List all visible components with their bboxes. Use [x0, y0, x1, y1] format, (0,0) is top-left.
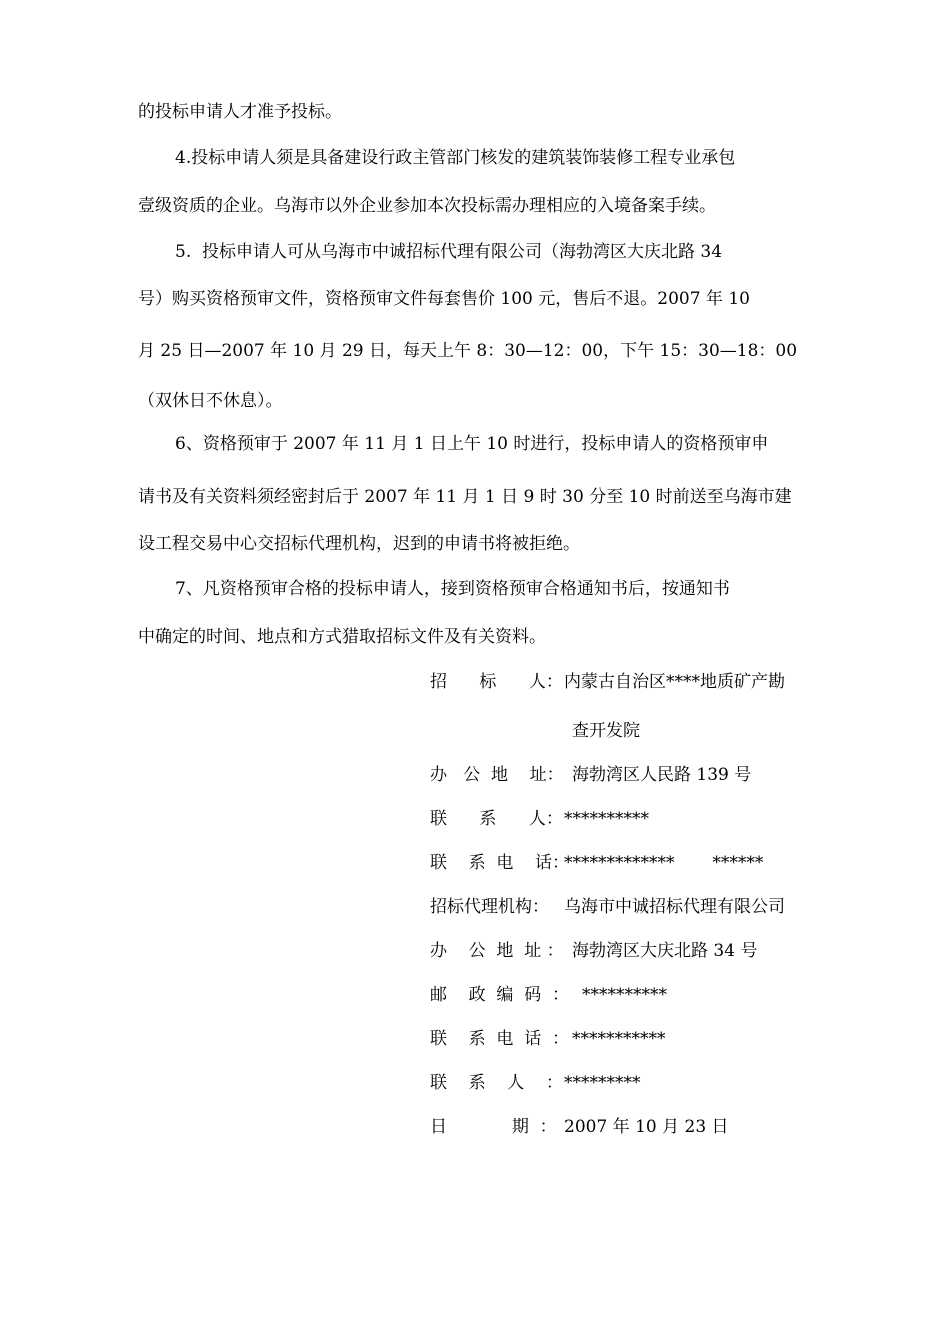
paragraph-6-line-3: 设工程交易中心交招标代理机构，迟到的申请书将被拒绝。	[138, 534, 580, 554]
date-label: 日 期 ：	[430, 1117, 557, 1137]
agency-contact-label: 联 系 人 ：	[430, 1073, 563, 1093]
contact-phone-value: ************* ******	[564, 853, 764, 873]
tenderer-label: 招 标 人：	[430, 672, 563, 692]
paragraph-5-line-2: 号）购买资格预审文件，资格预审文件每套售价 100 元，售后不退。2007 年 10	[138, 289, 750, 309]
agency-phone-value: ***********	[572, 1029, 666, 1049]
paragraph-4-line-2: 壹级资质的企业。乌海市以外企业参加本次投标需办理相应的入境备案手续。	[138, 196, 716, 216]
paragraph-6-line-1: 6、资格预审于 2007 年 11 月 1 日上午 10 时进行，投标申请人的资格预审申	[175, 434, 769, 454]
office-address-value: 海勃湾区人民路 139 号	[572, 765, 752, 785]
paragraph-5-line-3: 月 25 日—2007 年 10 月 29 日，每天上午 8：30—12：00，下午 15：30—18：00	[138, 341, 798, 361]
date-value: 2007 年 10 月 23 日	[564, 1117, 729, 1137]
contact-phone-label: 联 系 电 话：	[430, 853, 570, 873]
contact-person-label: 联 系 人：	[430, 809, 563, 829]
paragraph-7-line-2: 中确定的时间、地点和方式猎取招标文件及有关资料。	[138, 627, 546, 647]
office-address-label: 办 公 地 址：	[430, 765, 564, 785]
agency-office-value: 海勃湾区大庆北路 34 号	[572, 941, 758, 961]
contact-person-value: **********	[564, 809, 649, 829]
paragraph-5-line-1: 5. 投标申请人可从乌海市中诚招标代理有限公司（海勃湾区大庆北路 34	[175, 242, 723, 262]
postcode-label: 邮 政 编 码 ：	[430, 985, 570, 1005]
postcode-value: **********	[582, 985, 667, 1005]
agency-label: 招标代理机构：	[430, 897, 549, 917]
tenderer-value: 内蒙古自治区****地质矿产勘	[564, 672, 785, 692]
paragraph-6-line-2: 请书及有关资料须经密封后于 2007 年 11 月 1 日 9 时 30 分至 10 时前送至乌海市建	[138, 487, 792, 507]
paragraph-4-line-1: 4.投标申请人须是具备建设行政主管部门核发的建筑装饰装修工程专业承包	[175, 148, 736, 168]
agency-phone-label: 联 系 电 话 ：	[430, 1029, 570, 1049]
agency-value: 乌海市中诚招标代理有限公司	[564, 897, 785, 917]
tenderer-value-continued: 查开发院	[572, 721, 640, 741]
paragraph-7-line-1: 7、凡资格预审合格的投标申请人，接到资格预审合格通知书后，按通知书	[175, 579, 730, 599]
paragraph-3-end: 的投标申请人才准予投标。	[138, 102, 342, 122]
agency-contact-value: *********	[564, 1073, 641, 1093]
paragraph-5-line-4: （双休日不休息）。	[138, 391, 283, 411]
agency-office-label: 办 公 地 址 ：	[430, 941, 564, 961]
